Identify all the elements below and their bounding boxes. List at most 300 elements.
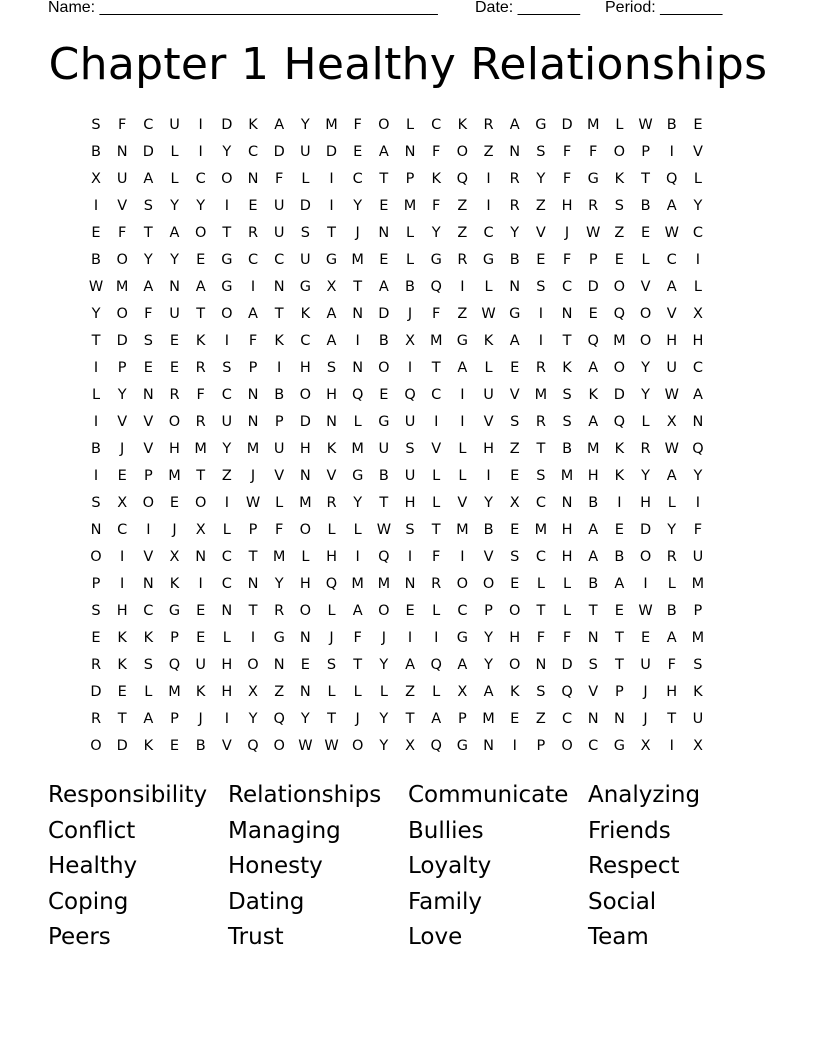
grid-letter: H xyxy=(221,657,233,673)
grid-letter: N xyxy=(326,414,337,430)
grid-letter: I xyxy=(617,495,622,511)
grid-letter: A xyxy=(248,306,258,322)
grid-letter: N xyxy=(692,414,704,430)
grid-letter: W xyxy=(481,306,496,322)
grid-letter: V xyxy=(666,306,677,322)
grid-letter: B xyxy=(588,495,599,511)
grid-letter: V xyxy=(483,549,494,565)
grid-letter: A xyxy=(666,630,677,646)
grid-letter: W xyxy=(298,738,313,754)
grid-letter: N xyxy=(613,711,625,727)
grid-letter: P xyxy=(248,360,258,376)
grid-letter: R xyxy=(666,549,677,565)
grid-letter: G xyxy=(352,468,364,484)
grid-letter: J xyxy=(643,684,648,700)
grid-letter: I xyxy=(146,522,151,538)
grid-letter: E xyxy=(379,198,389,214)
word-bank-item: Communicate xyxy=(408,782,569,808)
grid-letter: S xyxy=(405,441,415,457)
grid-letter: M xyxy=(377,576,391,592)
grid-letter: I xyxy=(460,279,465,295)
grid-letter: L xyxy=(170,144,179,160)
grid-letter: U xyxy=(692,549,704,565)
grid-letter: L xyxy=(379,684,388,700)
grid-letter: Q xyxy=(561,684,573,700)
grid-letter: L xyxy=(458,468,467,484)
grid-letter: N xyxy=(273,657,285,673)
word-bank-item: Healthy xyxy=(48,853,138,879)
grid-letter: L xyxy=(693,171,702,187)
grid-letter: U xyxy=(640,657,651,673)
grid-letter: B xyxy=(378,333,389,349)
grid-letter: I xyxy=(434,414,439,430)
grid-letter: C xyxy=(221,549,232,565)
grid-letter: R xyxy=(588,198,599,214)
grid-letter: Z xyxy=(614,225,625,241)
grid-letter: H xyxy=(666,333,678,349)
grid-letter: K xyxy=(614,441,625,457)
name-field-label[interactable]: Name: ______________________________________ xyxy=(48,0,438,16)
grid-letter: X xyxy=(326,279,337,295)
grid-letter: A xyxy=(169,225,180,241)
grid-letter: D xyxy=(561,117,573,133)
grid-letter: G xyxy=(221,279,233,295)
grid-letter: U xyxy=(273,225,285,241)
grid-letter: O xyxy=(378,117,390,133)
grid-letter: T xyxy=(248,603,258,619)
grid-letter: I xyxy=(695,495,701,511)
grid-letter: Y xyxy=(222,441,232,457)
grid-letter: B xyxy=(378,468,389,484)
grid-letter: F xyxy=(562,630,572,646)
grid-letter: U xyxy=(221,414,233,430)
grid-letter: W xyxy=(664,387,679,403)
grid-letter: T xyxy=(353,657,363,673)
grid-letter: B xyxy=(274,387,285,403)
grid-letter: N xyxy=(247,576,259,592)
grid-letter: T xyxy=(536,441,546,457)
grid-letter: K xyxy=(195,333,206,349)
grid-letter: M xyxy=(168,468,181,484)
grid-letter: O xyxy=(378,603,390,619)
grid-letter: Q xyxy=(587,333,599,349)
grid-row xyxy=(84,598,736,625)
grid-letter: E xyxy=(536,252,546,268)
grid-letter: F xyxy=(117,225,127,241)
grid-letter: V xyxy=(143,549,154,565)
grid-letter: B xyxy=(666,117,677,133)
grid-letter: G xyxy=(168,603,181,619)
grid-letter: I xyxy=(93,360,99,376)
grid-letter: S xyxy=(91,603,101,619)
grid-letter: G xyxy=(535,117,547,133)
grid-row xyxy=(84,355,736,382)
grid-letter: I xyxy=(538,306,544,322)
grid-letter: S xyxy=(91,117,101,133)
grid-letter: B xyxy=(91,144,101,160)
grid-letter: F xyxy=(432,306,441,322)
grid-row xyxy=(84,166,736,193)
grid-letter: E xyxy=(379,252,389,268)
grid-letter: S xyxy=(614,198,624,214)
grid-letter: I xyxy=(407,549,413,565)
grid-letter: R xyxy=(195,414,206,430)
grid-letter: E xyxy=(169,360,180,376)
grid-letter: L xyxy=(91,387,101,403)
grid-letter: X xyxy=(405,333,415,349)
grid-letter: Q xyxy=(247,738,259,754)
grid-letter: Z xyxy=(405,684,415,700)
grid-letter: V xyxy=(640,279,651,295)
grid-letter: X xyxy=(509,495,520,511)
grid-letter: K xyxy=(431,171,441,187)
grid-letter: C xyxy=(666,252,677,268)
period-field-label[interactable]: Period: _______ xyxy=(605,0,723,16)
grid-letter: F xyxy=(353,630,362,646)
grid-letter: S xyxy=(510,414,520,430)
grid-letter: L xyxy=(327,522,336,538)
grid-letter: O xyxy=(509,603,521,619)
grid-letter: E xyxy=(640,630,651,646)
grid-letter: T xyxy=(405,711,415,727)
grid-row xyxy=(84,679,736,706)
grid-letter: C xyxy=(117,522,128,538)
grid-letter: H xyxy=(587,468,599,484)
grid-letter: A xyxy=(378,279,389,295)
grid-letter: M xyxy=(456,522,469,538)
grid-letter: E xyxy=(91,225,101,241)
grid-letter: L xyxy=(432,495,441,511)
grid-letter: F xyxy=(196,387,205,403)
grid-letter: S xyxy=(562,387,572,403)
grid-letter: L xyxy=(222,630,231,646)
grid-letter: C xyxy=(483,225,494,241)
grid-letter: N xyxy=(247,171,259,187)
grid-letter: Z xyxy=(509,441,520,457)
grid-letter: I xyxy=(198,576,203,592)
grid-letter: H xyxy=(116,603,128,619)
grid-letter: L xyxy=(327,684,336,700)
grid-row xyxy=(84,490,736,517)
grid-letter: I xyxy=(224,711,229,727)
grid-letter: L xyxy=(432,603,441,619)
grid-letter: I xyxy=(460,549,465,565)
grid-letter: X xyxy=(666,414,677,430)
grid-letter: B xyxy=(666,603,677,619)
grid-letter: D xyxy=(299,414,311,430)
grid-letter: T xyxy=(641,171,650,187)
grid-letter: C xyxy=(588,738,599,754)
grid-letter: H xyxy=(561,549,573,565)
grid-letter: D xyxy=(142,144,154,160)
grid-letter: V xyxy=(143,414,154,430)
grid-letter: R xyxy=(90,657,102,673)
grid-letter: A xyxy=(509,333,520,349)
grid-letter: P xyxy=(143,468,153,484)
grid-letter: J xyxy=(172,522,177,538)
grid-letter: W xyxy=(324,738,339,754)
grid-letter: Y xyxy=(300,711,310,727)
grid-letter: L xyxy=(667,495,676,511)
grid-letter: S xyxy=(693,657,703,673)
grid-letter: O xyxy=(194,495,207,511)
grid-letter: Y xyxy=(353,198,363,214)
grid-letter: E xyxy=(640,225,651,241)
word-bank-item: Love xyxy=(408,924,463,950)
grid-letter: B xyxy=(91,252,101,268)
grid-letter: G xyxy=(587,171,599,187)
grid-letter: L xyxy=(170,171,179,187)
grid-letter: P xyxy=(458,711,467,727)
grid-letter: V xyxy=(483,414,494,430)
grid-letter: U xyxy=(483,387,494,403)
grid-letter: R xyxy=(90,711,102,727)
grid-letter: Y xyxy=(379,657,389,673)
grid-letter: S xyxy=(143,198,153,214)
grid-letter: T xyxy=(327,711,336,727)
grid-letter: J xyxy=(355,711,360,727)
grid-letter: V xyxy=(117,198,128,214)
grid-letter: R xyxy=(431,576,442,592)
grid-letter: F xyxy=(562,144,572,160)
grid-letter: R xyxy=(640,441,651,457)
grid-letter: H xyxy=(299,441,311,457)
grid-letter: A xyxy=(457,657,468,673)
grid-letter: G xyxy=(430,252,442,268)
grid-letter: N xyxy=(509,144,521,160)
grid-letter: R xyxy=(535,360,546,376)
grid-letter: D xyxy=(221,117,233,133)
grid-letter: P xyxy=(536,738,546,754)
grid-letter: F xyxy=(275,522,284,538)
grid-letter: B xyxy=(562,441,573,457)
grid-letter: O xyxy=(142,495,155,511)
grid-letter: A xyxy=(588,414,599,430)
date-field-label[interactable]: Date: _______ xyxy=(475,0,580,16)
grid-letter: K xyxy=(117,630,127,646)
grid-letter: Y xyxy=(693,468,703,484)
grid-letter: Y xyxy=(641,387,650,403)
grid-letter: V xyxy=(117,414,128,430)
grid-letter: X xyxy=(117,495,128,511)
grid-letter: Q xyxy=(613,414,626,430)
grid-row xyxy=(84,652,736,679)
grid-letter: L xyxy=(615,117,624,133)
grid-letter: I xyxy=(120,576,125,592)
grid-letter: X xyxy=(640,738,651,754)
grid-letter: E xyxy=(379,387,389,403)
grid-row xyxy=(84,112,736,139)
grid-letter: E xyxy=(614,522,624,538)
grid-letter: L xyxy=(641,252,650,268)
grid-letter: P xyxy=(248,522,258,538)
grid-letter: O xyxy=(116,252,128,268)
grid-letter: J xyxy=(381,630,386,646)
grid-letter: M xyxy=(691,630,705,646)
grid-letter: E xyxy=(248,198,258,214)
grid-letter: L xyxy=(432,468,441,484)
grid-letter: G xyxy=(299,279,311,295)
grid-letter: Z xyxy=(535,711,546,727)
grid-letter: E xyxy=(169,495,180,511)
grid-letter: M xyxy=(351,576,364,592)
grid-letter: F xyxy=(432,144,441,160)
grid-letter: A xyxy=(195,279,206,295)
grid-letter: M xyxy=(403,198,417,214)
grid-letter: E xyxy=(196,252,206,268)
grid-letter: S xyxy=(536,144,546,160)
grid-letter: M xyxy=(613,333,626,349)
grid-letter: L xyxy=(563,603,572,619)
grid-letter: G xyxy=(456,333,468,349)
grid-letter: N xyxy=(299,630,311,646)
grid-letter: Q xyxy=(378,549,390,565)
grid-letter: T xyxy=(536,603,546,619)
grid-letter: Y xyxy=(91,306,101,322)
grid-letter: A xyxy=(326,306,337,322)
grid-letter: N xyxy=(509,279,521,295)
grid-letter: E xyxy=(353,144,363,160)
grid-letter: G xyxy=(613,738,626,754)
grid-letter: S xyxy=(300,225,310,241)
grid-letter: M xyxy=(691,576,705,592)
grid-letter: I xyxy=(120,549,125,565)
grid-letter: I xyxy=(93,414,99,430)
grid-letter: P xyxy=(170,630,179,646)
grid-letter: Y xyxy=(484,657,493,673)
grid-letter: P xyxy=(274,414,284,430)
grid-letter: L xyxy=(144,684,153,700)
grid-letter: Y xyxy=(170,252,179,268)
grid-letter: K xyxy=(300,306,311,322)
grid-letter: E xyxy=(196,630,206,646)
grid-letter: N xyxy=(221,603,233,619)
grid-letter: U xyxy=(300,144,311,160)
grid-letter: G xyxy=(456,630,468,646)
grid-letter: N xyxy=(483,738,494,754)
grid-letter: A xyxy=(666,198,677,214)
grid-row xyxy=(84,733,736,760)
grid-letter: I xyxy=(198,144,203,160)
grid-letter: W xyxy=(664,441,679,457)
grid-letter: P xyxy=(693,603,703,619)
grid-letter: T xyxy=(248,549,258,565)
grid-letter: Z xyxy=(535,198,546,214)
grid-letter: N xyxy=(90,522,102,538)
grid-letter: C xyxy=(352,171,363,187)
grid-letter: K xyxy=(143,738,154,754)
grid-letter: X xyxy=(692,738,703,754)
grid-letter: T xyxy=(562,333,572,349)
grid-letter: P xyxy=(405,171,415,187)
grid-row xyxy=(84,436,736,463)
grid-letter: O xyxy=(299,522,312,538)
grid-letter: K xyxy=(169,576,180,592)
grid-letter: M xyxy=(351,441,364,457)
grid-letter: B xyxy=(614,549,625,565)
grid-letter: K xyxy=(562,360,572,376)
grid-letter: F xyxy=(432,198,441,214)
grid-letter: Y xyxy=(641,360,650,376)
grid-letter: L xyxy=(536,576,545,592)
grid-letter: V xyxy=(221,738,232,754)
grid-letter: I xyxy=(486,198,491,214)
grid-letter: A xyxy=(692,387,703,403)
grid-letter: Y xyxy=(248,711,258,727)
grid-letter: G xyxy=(482,252,495,268)
grid-letter: M xyxy=(168,684,181,700)
word-bank-item: Conflict xyxy=(48,817,136,844)
grid-letter: N xyxy=(299,684,311,700)
grid-letter: I xyxy=(93,468,99,484)
student-info-header xyxy=(48,0,748,20)
grid-letter: F xyxy=(432,549,441,565)
grid-letter: Z xyxy=(457,198,468,214)
grid-letter: H xyxy=(509,630,521,646)
grid-letter: R xyxy=(535,414,546,430)
grid-letter: C xyxy=(431,117,442,133)
grid-letter: E xyxy=(510,468,520,484)
grid-letter: A xyxy=(666,468,677,484)
word-bank-item: Team xyxy=(588,924,649,950)
grid-letter: Y xyxy=(641,468,650,484)
grid-letter: C xyxy=(195,171,206,187)
grid-letter: C xyxy=(221,576,232,592)
grid-letter: Q xyxy=(430,657,442,673)
grid-letter: C xyxy=(561,711,573,727)
word-bank-item: Trust xyxy=(228,924,284,950)
grid-letter: T xyxy=(431,360,441,376)
grid-letter: R xyxy=(169,387,180,403)
grid-letter: L xyxy=(301,171,310,187)
grid-letter: W xyxy=(638,117,653,133)
grid-letter: M xyxy=(560,468,574,484)
grid-letter: Y xyxy=(510,225,520,241)
grid-letter: T xyxy=(431,522,441,538)
grid-letter: Q xyxy=(325,576,338,592)
grid-row xyxy=(84,382,736,409)
grid-letter: L xyxy=(693,279,702,295)
grid-letter: I xyxy=(250,630,256,646)
grid-letter: K xyxy=(509,684,520,700)
grid-letter: I xyxy=(277,360,282,376)
grid-letter: F xyxy=(667,657,676,673)
grid-letter: F xyxy=(353,117,362,133)
grid-letter: S xyxy=(588,657,598,673)
grid-letter: Z xyxy=(483,144,494,160)
grid-letter: M xyxy=(115,279,129,295)
grid-letter: F xyxy=(562,171,572,187)
grid-letter: N xyxy=(299,468,311,484)
grid-letter: S xyxy=(143,333,153,349)
grid-letter: V xyxy=(509,387,520,403)
grid-letter: O xyxy=(299,603,312,619)
grid-letter: T xyxy=(667,711,677,727)
grid-letter: M xyxy=(194,441,207,457)
grid-letter: R xyxy=(509,171,520,187)
grid-letter: I xyxy=(407,630,413,646)
grid-letter: E xyxy=(614,252,624,268)
grid-letter: S xyxy=(536,468,546,484)
grid-letter: D xyxy=(325,144,338,160)
grid-letter: X xyxy=(169,549,180,565)
grid-letter: K xyxy=(248,117,258,133)
grid-letter: W xyxy=(664,225,679,241)
grid-letter: O xyxy=(639,549,652,565)
word-bank-item: Respect xyxy=(588,853,680,879)
grid-letter: P xyxy=(484,603,493,619)
grid-letter: L xyxy=(405,225,415,241)
